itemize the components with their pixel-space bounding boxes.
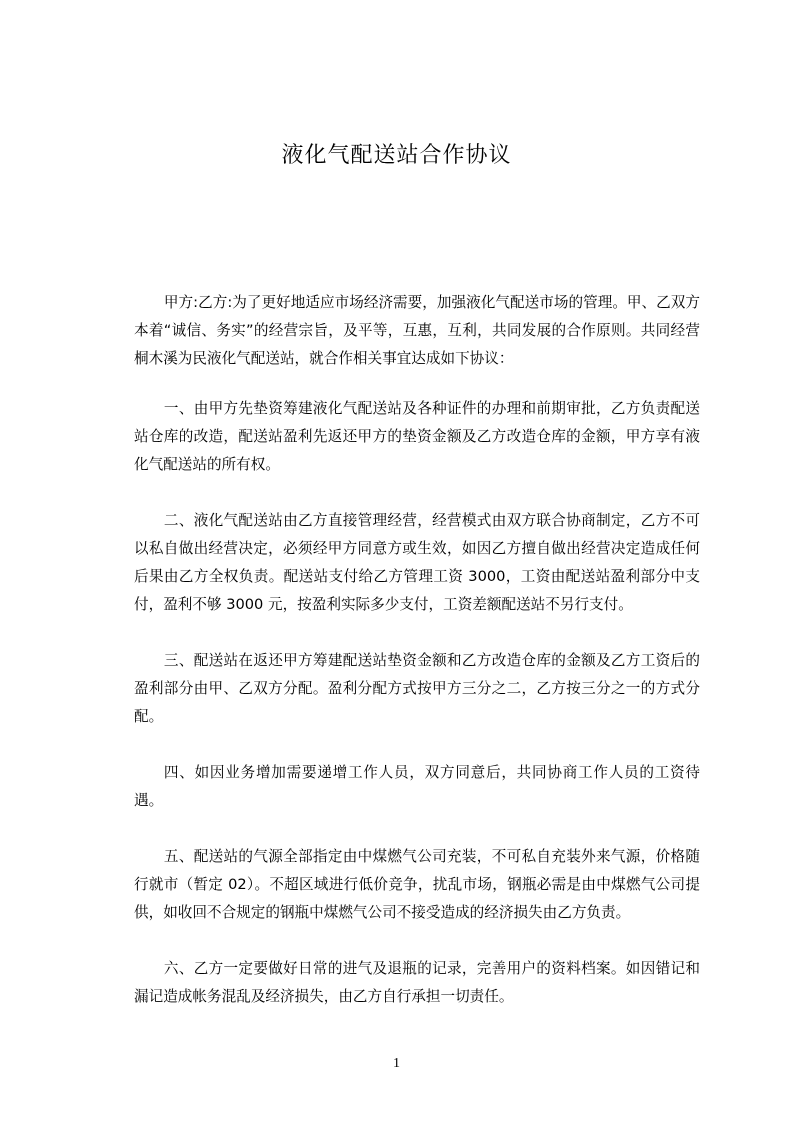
document-title: 液化气配送站合作协议 xyxy=(281,143,512,168)
clause-2-paragraph: 二、液化气配送站由乙方直接管理经营，经营模式由双方联合协商制定，乙方不可以私自做出经营决定，必须经甲方同意方或生效，如因乙方擅自做出经营决定造成任何后果由乙方全权负责。配送站支付给乙方管理工资 3000，工资由配送站盈利部分中支付，盈利不够 3000 元，按盈利实际多少支付，工资差额配送站不另行支付。 xyxy=(134,512,700,613)
preamble-paragraph: 甲方:乙方:为了更好地适应市场经济需要，加强液化气配送市场的管理。甲、乙双方本着“诚信、务实”的经营宗旨，及平等，互惠，互利，共同发展的合作原则。共同经营桐木溪为民液化气配送站，就合作相关事宜达成如下协议： xyxy=(134,294,700,367)
document-body xyxy=(134,289,700,1039)
clause-4-paragraph: 四、如因业务增加需要递增工作人员，双方同意后，共同协商工作人员的工资待遇。 xyxy=(134,764,700,809)
clause-5-paragraph: 五、配送站的气源全部指定由中煤燃气公司充装，不可私自充装外来气源，价格随行就市（暂定 02）。不超区域进行低价竞争，扰乱市场，钢瓶必需是由中煤燃气公司提供，如收回不合规定的钢瓶中煤燃气公司不接受造成的经济损失由乙方负责。 xyxy=(134,848,700,921)
clause-1-paragraph: 一、由甲方先垫资筹建液化气配送站及各种证件的办理和前期审批，乙方负责配送站仓库的改造，配送站盈利先返还甲方的垫资金额及乙方改造仓库的金额，甲方享有液化气配送站的所有权。 xyxy=(134,400,700,473)
page-number: 1 xyxy=(393,1056,400,1071)
clause-3-paragraph: 三、配送站在返还甲方筹建配送站垫资金额和乙方改造仓库的金额及乙方工资后的盈利部分由甲、乙双方分配。盈利分配方式按甲方三分之二，乙方按三分之一的方式分配。 xyxy=(134,652,700,725)
clause-6-paragraph: 六、乙方一定要做好日常的进气及退瓶的记录，完善用户的资料档案。如因错记和漏记造成帐务混乱及经济损失，由乙方自行承担一切责任。 xyxy=(134,960,700,1005)
